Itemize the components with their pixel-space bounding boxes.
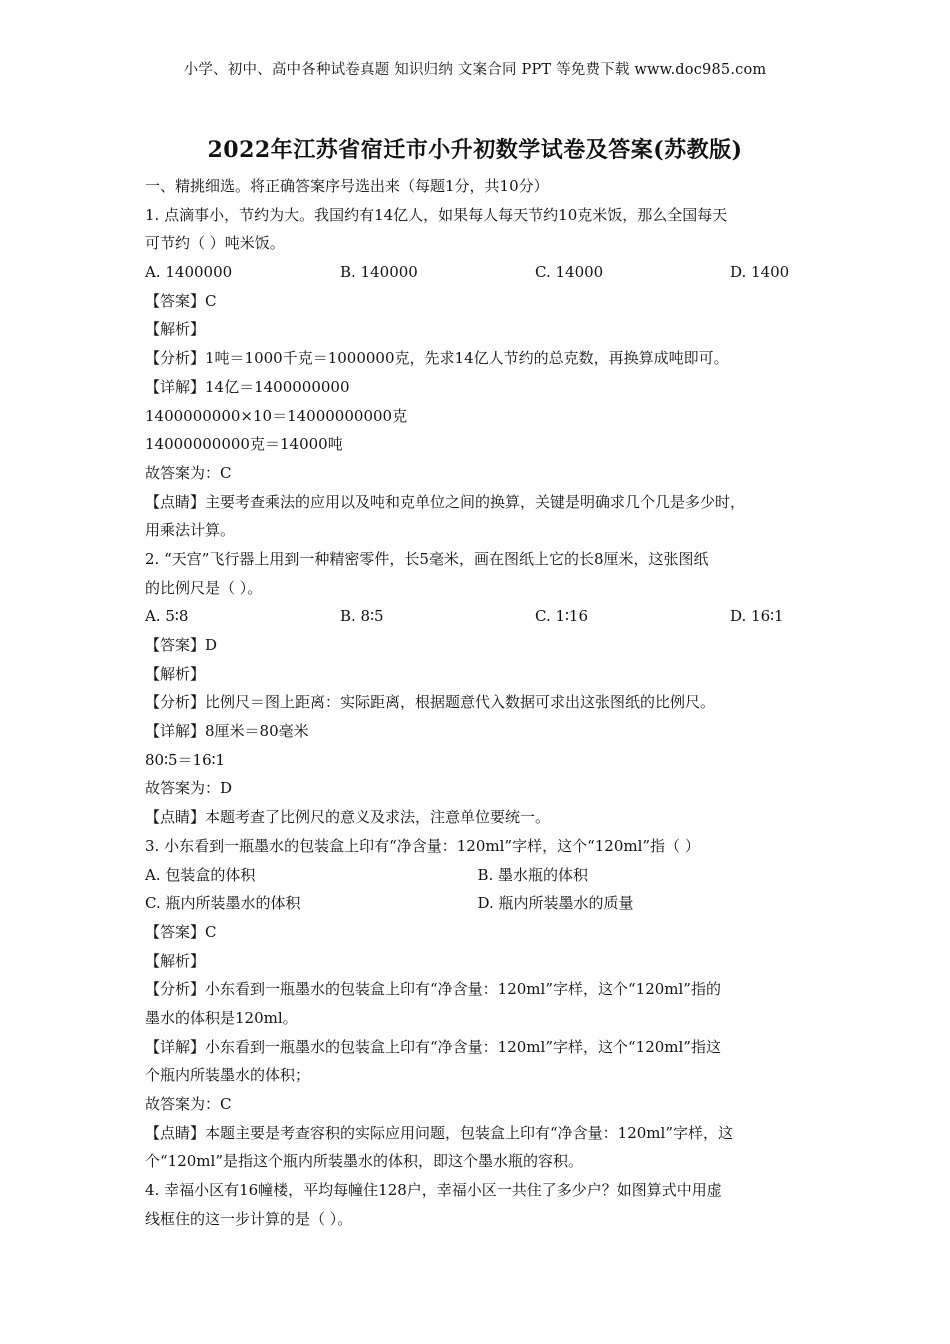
question-3-options-row-2 (145, 889, 810, 918)
option-a: A. 5∶8 (145, 607, 189, 626)
conclusion: 故答案为：C (145, 1095, 232, 1113)
question-3-options-row-1 (145, 861, 810, 890)
conclusion: 故答案为：C (145, 463, 232, 482)
question-2-text: 2. “天宫”飞行器上用到一种精密零件，长5毫米，画在图纸上它的长8厘米，这张图纸 (145, 549, 709, 568)
conclusion: 故答案为：D (145, 779, 233, 798)
detail-text-cont: 个瓶内所装墨水的体积； (145, 1066, 311, 1085)
question-3-text: 3. 小东看到一瓶墨水的包装盒上印有“净含量：120ml”字样，这个“120ml”指（ ） (145, 836, 700, 855)
comment-text-cont: 个“120ml”是指这个瓶内所装墨水的体积，即这个墨水瓶的容积。 (145, 1152, 583, 1171)
option-b: B. 8∶5 (340, 607, 384, 626)
page-title: 2022年江苏省宿迁市小升初数学试卷及答案(苏教版) (207, 137, 743, 163)
option-d: D. 瓶内所装墨水的质量 (477, 894, 634, 913)
question-1-text-cont: 可节约（ ）吨米饭。 (145, 234, 285, 253)
option-a: A. 1400000 (145, 263, 233, 282)
detail-text: 【详解】8厘米＝80毫米 (145, 722, 309, 741)
answer: 【答案】D (145, 636, 218, 654)
calculation-line: 80∶5＝16∶1 (145, 750, 226, 769)
detail-text: 【详解】小东看到一瓶墨水的包装盒上印有“净含量：120ml”字样，这个“120ml”指这 (145, 1037, 721, 1056)
comment-text-cont: 用乘法计算。 (145, 521, 236, 540)
question-1-options (145, 258, 810, 287)
section-heading: 一、精挑细选。将正确答案序号选出来（每题1分，共10分） (145, 177, 549, 195)
answer: 【答案】C (145, 291, 217, 310)
comment-text: 【点睛】主要考查乘法的应用以及吨和克单位之间的换算，关键是明确求几个几是多少时， (145, 492, 746, 511)
option-c: C. 瓶内所装墨水的体积 (145, 894, 301, 913)
comment-text: 【点睛】本题考查了比例尺的意义及求法，注意单位要统一。 (145, 808, 551, 827)
analysis-label: 【解析】 (145, 320, 206, 339)
document-body (145, 172, 810, 1233)
detail-text: 【详解】14亿＝1400000000 (145, 377, 350, 396)
site-header: 小学、初中、高中各种试卷真题 知识归纳 文案合同 PPT 等免费下载 www.doc985.com (183, 62, 767, 78)
question-4-text: 4. 幸福小区有16幢楼，平均每幢住128户，幸福小区一共住了多少户？如图算式中用虚 (145, 1181, 722, 1200)
analysis-text-cont: 墨水的体积是120ml。 (145, 1008, 298, 1027)
option-b: B. 140000 (340, 263, 418, 282)
option-d: D. 16∶1 (730, 607, 784, 626)
comment-text: 【点睛】本题主要是考查容积的实际应用问题，包装盒上印有“净含量：120ml”字样，这 (145, 1123, 733, 1142)
question-2-options (145, 602, 810, 631)
analysis-label: 【解析】 (145, 951, 206, 970)
calculation-line: 1400000000×10＝14000000000克 (145, 406, 408, 425)
option-a: A. 包装盒的体积 (145, 865, 256, 884)
question-4-text-cont: 线框住的这一步计算的是（ ）。 (145, 1209, 353, 1228)
question-2-text-cont: 的比例尺是（ ）。 (145, 578, 263, 597)
answer: 【答案】C (145, 922, 217, 941)
option-d: D. 1400 (730, 263, 790, 282)
option-c: C. 1∶16 (535, 607, 589, 626)
option-c: C. 14000 (535, 263, 604, 282)
analysis-text: 【分析】小东看到一瓶墨水的包装盒上印有“净含量：120ml”字样，这个“120ml”指的 (145, 980, 721, 999)
option-b: B. 墨水瓶的体积 (477, 865, 589, 884)
analysis-text: 【分析】1吨＝1000千克＝1000000克，先求14亿人节约的总克数，再换算成吨即可。 (145, 349, 729, 368)
analysis-label: 【解析】 (145, 664, 206, 683)
question-1-text: 1. 点滴事小，节约为大。我国约有14亿人，如果每人每天节约10克米饭，那么全国每天 (145, 205, 728, 224)
calculation-line: 14000000000克＝14000吨 (145, 435, 343, 454)
analysis-text: 【分析】比例尺＝图上距离：实际距离，根据题意代入数据可求出这张图纸的比例尺。 (145, 693, 716, 712)
